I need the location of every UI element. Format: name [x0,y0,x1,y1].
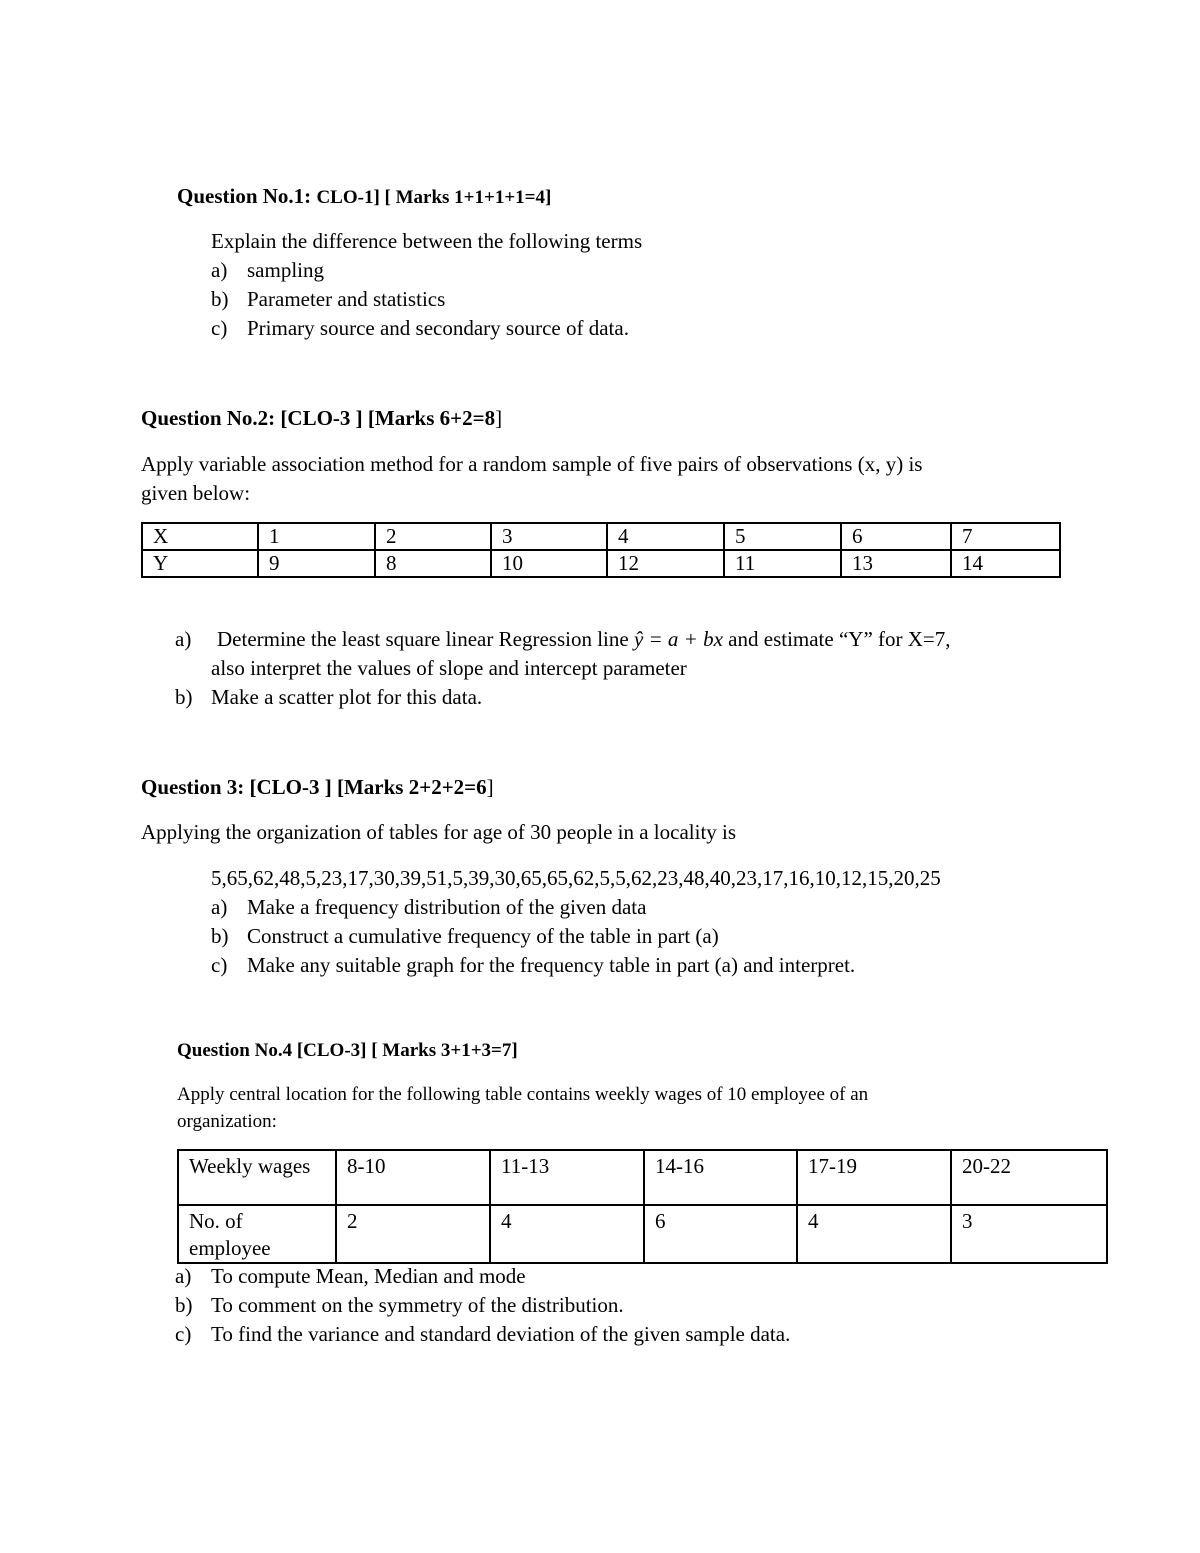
table-cell: 17-19 [797,1150,951,1205]
q3-heading: Question 3: [CLO-3 ] [Marks 2+2+2=6] [141,775,494,799]
q3-data-line: 5,65,62,48,5,23,17,30,39,51,5,39,30,65,65,62,5,5,62,23,48,40,23,17,16,10,12,15,20,25 [211,866,941,890]
table-cell: 2 [336,1205,490,1263]
table-cell: 3 [491,523,607,550]
table-cell: 2 [375,523,491,550]
table-cell: 11-13 [490,1150,644,1205]
list-item: a) To compute Mean, Median and mode [175,1264,526,1288]
list-item: a) sampling [211,258,324,282]
table-cell: 3 [951,1205,1107,1263]
q1-prompt: Explain the difference between the following terms [211,229,643,253]
table-cell: 10 [491,550,607,577]
q1-meta: CLO-1] [ Marks 1+1+1+1=4] [316,187,552,208]
table-cell: 11 [724,550,841,577]
q2-prompt-line2: given below: [141,481,251,505]
table-cell: Y [142,550,258,577]
list-item: b) Make a scatter plot for this data. [175,685,483,709]
list-item: b) To comment on the symmetry of the distribution. [175,1293,624,1317]
q3-list [211,893,1011,980]
table-cell: 7 [951,523,1060,550]
q1-list [211,256,811,343]
q3-prompt: Applying the organization of tables for age of 30 people in a locality is [141,820,737,844]
q4-prompt-line1: Apply central location for the following table contains weekly wages of 10 employee of an [177,1084,869,1105]
table-cell: No. of employee [178,1205,336,1263]
table-row [178,1150,1107,1205]
table-cell: 6 [841,523,951,550]
list-item: b) Construct a cumulative frequency of the table in part (a) [211,924,719,948]
table-cell: Weekly wages [178,1150,336,1205]
q4-heading: Question No.4 [CLO-3] [ Marks 3+1+3=7] [177,1040,518,1061]
q2-data-table [141,522,1061,578]
list-item: a) Determine the least square linear Regression line ŷ = a + bx and estimate “Y” for X=7, also interpret the values of slope and intercept parameter [175,627,951,680]
q1-heading [177,184,551,209]
table-cell: 13 [841,550,951,577]
q4-list [175,1262,1075,1349]
table-cell: 8-10 [336,1150,490,1205]
list-item: c) Primary source and secondary source of data. [211,316,629,340]
list-item: c) To find the variance and standard deviation of the given sample data. [175,1322,791,1346]
regression-formula: ŷ = a + bx [633,627,723,651]
table-cell: X [142,523,258,550]
q2-heading: Question No.2: [CLO-3 ] [Marks 6+2=8] [141,406,503,430]
table-cell: 4 [797,1205,951,1263]
table-cell: 20-22 [951,1150,1107,1205]
table-row [142,523,1060,550]
table-cell: 8 [375,550,491,577]
q4-wages-table [177,1149,1108,1264]
q2-title: Question No.2: [CLO-3 ] [Marks 6+2=8 [141,406,496,430]
q2-list [175,625,1075,712]
list-item: b) Parameter and statistics [211,287,446,311]
table-cell: 9 [258,550,375,577]
table-cell: 6 [644,1205,797,1263]
q3-title: Question 3: [CLO-3 ] [Marks 2+2+2=6 [141,775,487,799]
table-row [178,1205,1107,1263]
table-cell: 14-16 [644,1150,797,1205]
q4-prompt-line2: organization: [177,1111,277,1132]
q1-title: Question No.1: [177,184,312,208]
table-cell: 5 [724,523,841,550]
list-item: a) Make a frequency distribution of the given data [211,895,647,919]
table-row [142,550,1060,577]
table-cell: 12 [607,550,724,577]
list-item: c) Make any suitable graph for the frequency table in part (a) and interpret. [211,953,856,977]
table-cell: 4 [490,1205,644,1263]
table-cell: 4 [607,523,724,550]
q2-prompt-line1: Apply variable association method for a random sample of five pairs of observations (x, y) is [141,452,923,476]
table-cell: 1 [258,523,375,550]
table-cell: 14 [951,550,1060,577]
